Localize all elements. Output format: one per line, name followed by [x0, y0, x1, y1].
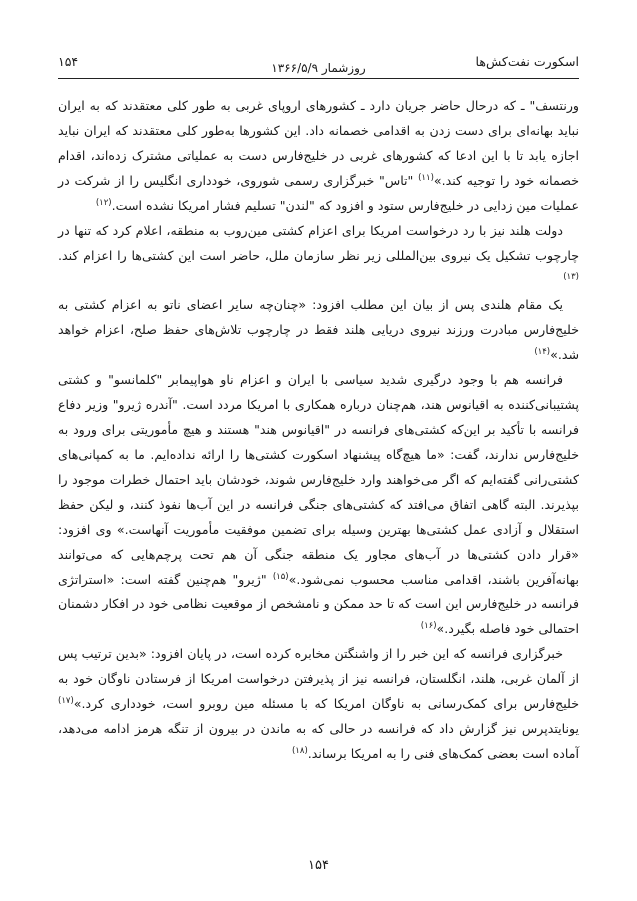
paragraph-text: "ژیرو" هم‌چنین گفته است: «استراتژی فرانسه در خلیج‌فارس این است که تا حد ممکن و نامشخص از موقعیت نظامی خود در افکار دشمنان احتمالی خود فاصله بگیرد.» [58, 571, 579, 637]
header-book-title: اسکورت نفت‌کش‌ها [475, 54, 579, 69]
paragraph [58, 94, 579, 219]
paragraph [58, 368, 579, 642]
paragraph-text: خبرگزاری فرانسه که این خبر را از واشنگتن مخابره کرده است، در پایان افزود: «بدین ترتیب پس از آلمان غربی، هلند، انگلستان، فرانسه نیز از پذیرفتن درخواست امریکا از فرستادن ناوگان خود به خلیج‌فارس برای کمک‌رسانی به ناوگان امریکا که با مسئله مین روبرو است، خودداری کرد.» [58, 646, 579, 712]
footnote-ref: (۱۷) [58, 695, 74, 706]
footnote-ref: (۱۳) [563, 272, 579, 283]
paragraph-text: ورنتسف" ـ که درحال حاضر جریان دارد ـ کشورهای اروپای غربی به طور کلی معتقدند که به ایران نباید بهانه‌ای برای دست زدن به اقدامی خصمانه داد. این کشورها به‌طور کلی معتقدند که ایران نباید اجازه یابد تا با این ادعا که کشورهای غربی در خلیج‌فارس دست به عملیاتی مشترک زده‌اند، اقدام خصمانه خود را توجیه کند.» [58, 98, 579, 188]
paragraph-text: دولت هلند نیز با رد درخواست امریکا برای اعزام کشتی مین‌روب به منطقه، اعلام کرد که تنها در چارچوب تشکیل یک نیروی بین‌المللی زیر نظر سازمان ملل، حاضر است این کشتی‌ها را اعزام کند. [58, 222, 579, 263]
footnote-ref: (۱۸) [291, 745, 308, 756]
page-header [58, 52, 579, 86]
footnote-ref: (۱۲) [95, 197, 112, 208]
footer-page-number: ۱۵۴ [308, 858, 329, 873]
header-date-text: روزشمار ۱۳۶۶/۵/۹ [263, 61, 373, 75]
footnote-ref: (۱۶) [420, 621, 437, 632]
article-body [58, 94, 579, 767]
page-footer [0, 858, 637, 873]
paragraph [58, 293, 579, 368]
paragraph-text: یک مقام هلندی پس از بیان این مطلب افزود: «چنان‌چه سایر اعضای ناتو به‌ اعزام کشتی به خلیج‌فارس مبادرت ورزند نیروی دریایی هلند فقط در چارچوب تلاش‌های حفظ صلح، اعزام خواهد شد.» [58, 297, 579, 363]
header-page-number: ۱۵۴ [58, 54, 79, 69]
paragraph-text: "تاس" خبرگزاری رسمی شوروی، خودداری انگلیس را از شرکت در عملیات مین زدایی در خلیج‌فارس ستود و افزود که "لندن" تسلیم فشار امریکا نشده است. [58, 172, 579, 213]
paragraph-text: فرانسه هم با وجود درگیری شدید سیاسی با ایران و اعزام ناو هواپیمابر "کلمانسو" و کشتی پشتیبانی‌کننده به اقیانوس هند، هم‌چنان درباره همکاری با امریکا مردد است. "آندره ژیرو" وزیر دفاع فرانسه با تأکید بر این‌که کشتی‌های فرانسه در "اقیانوس هند" هستند و هیچ مأموریتی برای ورود به خلیج‌فارس ندارند، گفت: «ما هیچ‌گاه پیشنهاد اسکورت کشتی‌ها را ارائه نداده‌ایم. ما به کمپانی‌های کشتی‌رانی گفته‌ایم که اگر می‌خواهند وارد خلیج‌فارس شوند، خودشان باید احتمال خطرات موجود را بپذیرند. البته گاهی اتفاق می‌افتد که کشتی‌های جنگی فرانسه در این آب‌ها نفوذ کنند، و لیکن حفظ استقلال و آزادی عمل کشتی‌ها بهترین وسیله برای تضمین موفقیت مأموریت آنهاست.» وی افزود: «قرار دادن کشتی‌ها در آب‌های مجاور یک منطقه جنگی آن هم تحت پرچم‌هایی که می‌توانند بهانه‌آفرین باشند، اقدامی مناسب محسوب نمی‌شود.» [58, 372, 579, 587]
footnote-ref: (۱۵) [272, 571, 289, 582]
footnote-ref: (۱۴) [534, 347, 551, 358]
paragraph [58, 219, 579, 294]
paragraph-text: یونایتدپرس نیز گزارش داد که فرانسه در حالی که به ماندن در بیرون از تنگه هرمز ادامه می‌دهد، آماده است بعضی کمک‌های فنی را به امریکا برساند. [58, 721, 579, 761]
paragraph [58, 642, 579, 767]
footnote-ref: (۱۱) [418, 172, 434, 183]
